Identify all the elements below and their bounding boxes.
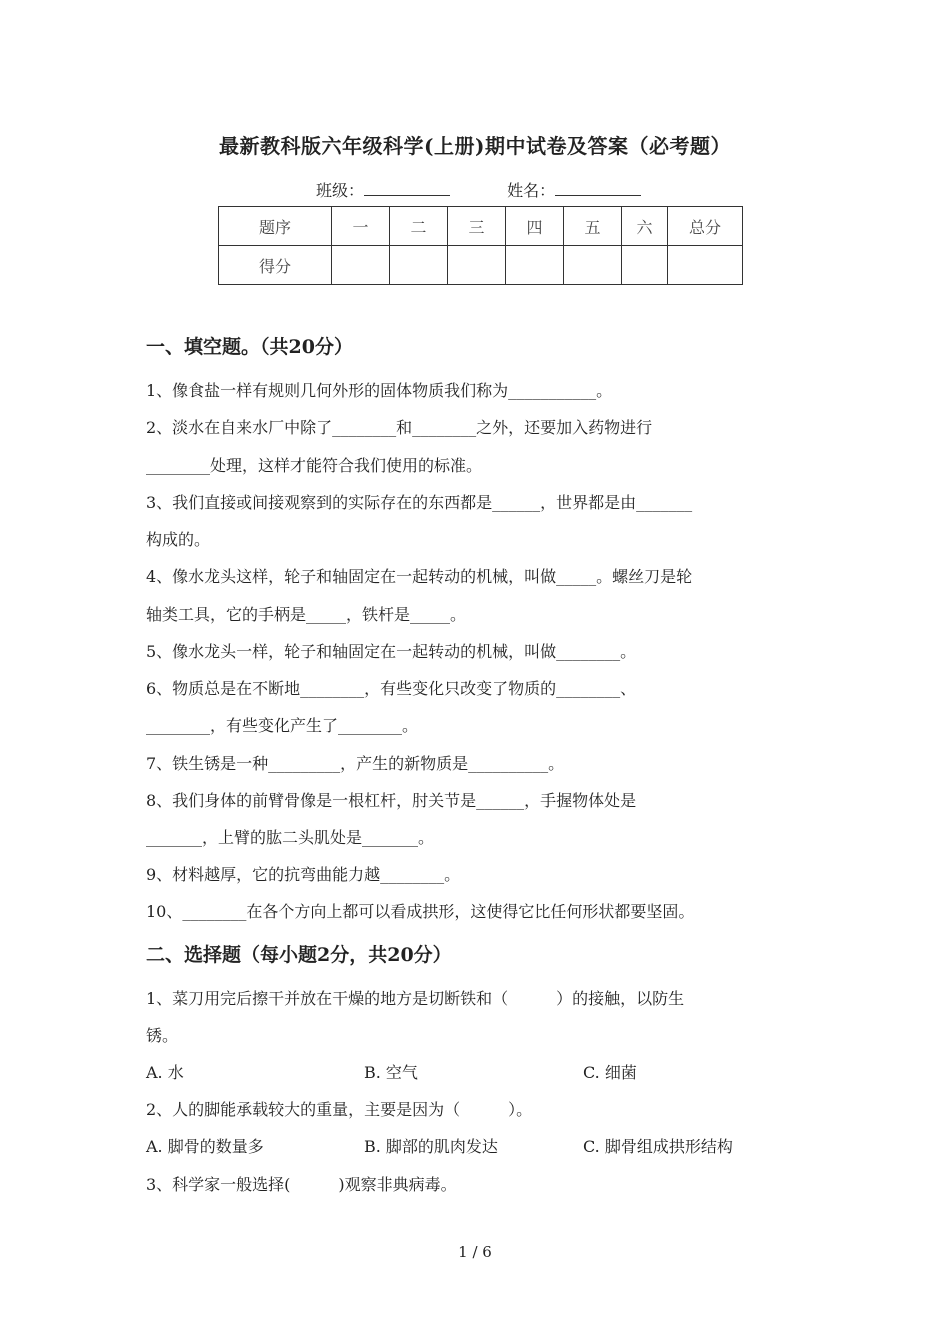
option-a: A. 脚骨的数量多 (146, 1137, 264, 1156)
table-cell: 一 (332, 207, 390, 246)
question-line: 10、________在各个方向上都可以看成拱形，这使得它比任何形状都要坚固。 (146, 902, 695, 921)
option-b: B. 脚部的肌肉发达 (364, 1137, 498, 1156)
table-cell (506, 246, 564, 285)
question-line: 4、像水龙头这样，轮子和轴固定在一起转动的机械，叫做_____。螺丝刀是轮 (146, 567, 693, 586)
name-field (507, 178, 641, 201)
class-blank (364, 181, 450, 196)
question-line: ________，有些变化产生了________。 (146, 716, 419, 735)
score-table-score-row (219, 246, 743, 285)
question-line: 9、材料越厚，它的抗弯曲能力越________。 (146, 865, 461, 884)
question-line: 3、科学家一般选择( )观察非典病毒。 (146, 1175, 457, 1194)
table-cell (668, 246, 743, 285)
page-number: 1 / 6 (458, 1243, 492, 1261)
table-cell (390, 246, 448, 285)
table-cell (332, 246, 390, 285)
page-title: 最新教科版六年级科学(上册)期中试卷及答案（必考题） (219, 134, 731, 158)
class-label: 班级： (316, 181, 365, 200)
class-field (316, 178, 450, 201)
table-cell: 五 (564, 207, 622, 246)
table-cell: 总分 (668, 207, 743, 246)
question-line: 3、我们直接或间接观察到的实际存在的东西都是______，世界都是由_______ (146, 493, 693, 512)
student-info (316, 178, 693, 201)
section-heading-fill-blank: 一、填空题。（共20分） (146, 336, 353, 358)
question-line: 7、铁生锈是一种_________，产生的新物质是__________。 (146, 754, 565, 773)
option-a: A. 水 (146, 1063, 184, 1082)
section-heading-multiple-choice: 二、选择题（每小题2分，共20分） (146, 944, 452, 966)
question-line: 锈。 (146, 1026, 179, 1045)
question-line: 1、菜刀用完后擦干并放在干燥的地方是切断铁和（ ）的接触，以防生 (146, 989, 685, 1008)
option-c: C. 细菌 (583, 1063, 637, 1082)
table-cell: 三 (448, 207, 506, 246)
table-cell: 六 (622, 207, 668, 246)
question-line: 2、人的脚能承载较大的重量，主要是因为（ ）。 (146, 1100, 533, 1119)
question-line: ________处理，这样才能符合我们使用的标准。 (146, 456, 483, 475)
question-line: 5、像水龙头一样，轮子和轴固定在一起转动的机械，叫做________。 (146, 642, 637, 661)
question-line: 1、像食盐一样有规则几何外形的固体物质我们称为___________。 (146, 381, 613, 400)
name-label: 姓名： (507, 181, 556, 200)
option-b: B. 空气 (364, 1063, 418, 1082)
question-line: 2、淡水在自来水厂中除了________和________之外，还要加入药物进行 (146, 418, 653, 437)
score-table (218, 206, 743, 285)
question-line: _______，上臂的肱二头肌处是_______。 (146, 828, 435, 847)
question-line: 6、物质总是在不断地________，有些变化只改变了物质的________、 (146, 679, 637, 698)
table-cell: 得分 (219, 246, 332, 285)
question-line: 构成的。 (146, 530, 211, 549)
table-cell (622, 246, 668, 285)
table-cell (564, 246, 622, 285)
table-cell: 二 (390, 207, 448, 246)
option-c: C. 脚骨组成拱形结构 (583, 1137, 733, 1156)
table-cell: 四 (506, 207, 564, 246)
name-blank (555, 181, 641, 196)
question-line: 轴类工具，它的手柄是_____，铁杆是_____。 (146, 605, 467, 624)
table-cell: 题序 (219, 207, 332, 246)
question-line: 8、我们身体的前臂骨像是一根杠杆，肘关节是______，手握物体处是 (146, 791, 637, 810)
score-table-header-row (219, 207, 743, 246)
table-cell (448, 246, 506, 285)
